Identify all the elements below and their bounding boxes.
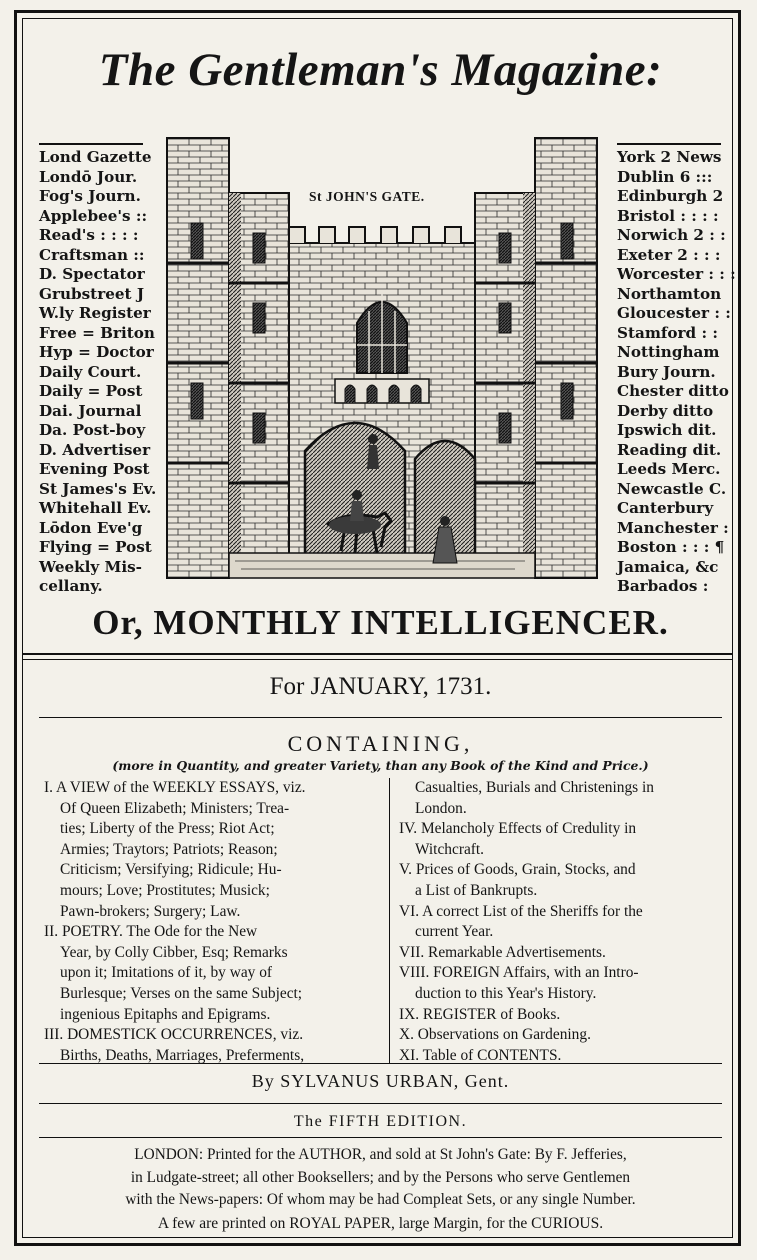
magazine-title: The Gentleman's Magazine:: [98, 44, 663, 96]
newspaper-item: Flying = Post: [39, 538, 152, 556]
newspaper-item: Dublin 6 :::: [617, 167, 713, 186]
contents-heading: CONTAINING,: [287, 731, 474, 756]
newspaper-item: Northamton: [617, 284, 722, 303]
contents-left-column: [44, 778, 384, 1066]
newspaper-item: Hyp = Doctor: [39, 343, 154, 361]
newspaper-item: Worcester : : :: [617, 265, 736, 283]
list-rule-top: [617, 143, 721, 145]
newspaper-item: Evening Post: [39, 460, 150, 478]
contents-line: Casualties, Burials and Christenings in: [415, 779, 654, 796]
newspaper-item: Norwich 2 : :: [617, 226, 726, 244]
contents-line: XI. Table of CONTENTS.: [399, 1046, 562, 1064]
imprint-rule: [39, 1137, 722, 1138]
newspaper-item: Exeter 2 : : :: [617, 245, 721, 264]
contents-line: Witchcraft.: [415, 840, 485, 858]
newspaper-item: Da. Post-boy: [39, 421, 146, 439]
gate-label: St JOHN'S GATE.: [309, 189, 425, 204]
newspaper-item: cellany.: [39, 577, 103, 595]
column-divider: [389, 778, 390, 1064]
issue-rule: [39, 717, 722, 718]
newspaper-item: Bury Journ.: [617, 362, 716, 381]
newspaper-item: Stamford : :: [617, 323, 718, 342]
newspaper-item: Whitehall Ev.: [39, 499, 152, 517]
newspaper-item: Free = Briton: [39, 323, 155, 342]
newspaper-item: Nottingham: [617, 343, 720, 361]
contents-tagline: (more in Quantity, and greater Variety, than any Book of the Kind and Price.): [112, 758, 649, 773]
newspaper-item: Derby ditto: [617, 401, 714, 420]
newspaper-item: Leeds Merc.: [617, 460, 721, 478]
section-divider: [22, 659, 733, 660]
contents-line: Of Queen Elizabeth; Ministers; Trea-: [60, 799, 290, 817]
newspaper-item: York 2 News: [617, 148, 722, 166]
newspaper-item: Edinburgh 2: [617, 187, 724, 205]
contents-line: VII. Remarkable Advertisements.: [399, 943, 606, 961]
newspaper-item: Bristol : : : :: [617, 206, 719, 225]
newspaper-item: Manchester :: [617, 518, 729, 537]
contents-line: ingenious Epitaphs and Epigrams.: [60, 1005, 271, 1023]
newspaper-item: Grubstreet J: [39, 284, 145, 303]
newspaper-item: Jamaica, &c: [617, 557, 719, 576]
contents-line: current Year.: [415, 923, 494, 941]
newspaper-item: Barbados :: [617, 577, 709, 595]
issue-date: For JANUARY, 1731.: [269, 673, 492, 700]
contents-line: mours; Love; Prostitutes; Musick;: [60, 881, 270, 899]
newspaper-item: Boston : : : ¶: [617, 538, 725, 556]
newspaper-item: D. Advertiser: [39, 440, 151, 459]
author-line: By SYLVANUS URBAN, Gent.: [251, 1071, 510, 1091]
contents-line: Pawn-brokers; Surgery; Law.: [60, 902, 241, 920]
newspaper-item: W.ly Register: [39, 304, 151, 322]
newspaper-item: Lond Gazette: [39, 148, 152, 166]
contents-line: VI. A correct List of the Sheriffs for the: [399, 902, 643, 920]
contents-line: Year, by Colly Cibber, Esq; Remarks: [60, 943, 288, 961]
contents-line: Armies; Traytors; Patriots; Reason;: [60, 840, 278, 858]
royal-paper-note: A few are printed on ROYAL PAPER, large Margin, for the CURIOUS.: [157, 1215, 604, 1232]
contents-line: V. Prices of Goods, Grain, Stocks, and: [399, 861, 636, 879]
newspaper-item: Fog's Journ.: [39, 187, 141, 205]
newspaper-item: Craftsman ::: [39, 245, 145, 264]
imprint-line: LONDON: Printed for the AUTHOR, and sold at St John's Gate: By F. Jefferies,: [134, 1146, 627, 1163]
newspaper-item: Newcastle C.: [617, 479, 727, 498]
contents-line: IV. Melancholy Effects of Credulity in: [399, 820, 637, 838]
contents-line: ties; Liberty of the Press; Riot Act;: [60, 820, 275, 838]
edition-line: The FIFTH EDITION.: [293, 1113, 468, 1130]
title-page: [14, 10, 741, 1246]
contents-line: I. A VIEW of the WEEKLY ESSAYS, viz.: [44, 779, 306, 796]
contents-line: X. Observations on Gardening.: [399, 1026, 591, 1044]
contents-line: III. DOMESTICK OCCURRENCES, viz.: [44, 1026, 304, 1044]
section-divider: [22, 653, 733, 655]
newspaper-item: Weekly Mis-: [39, 557, 142, 576]
newspaper-item: Chester ditto: [617, 382, 729, 400]
newspaper-item: Lōdon Eve'g: [39, 518, 143, 537]
contents-line: London.: [415, 799, 467, 817]
contents-line: duction to this Year's History.: [415, 984, 597, 1002]
newspaper-item: Applebee's ::: [39, 206, 148, 225]
contents-line: Burlesque; Verses on the same Subject;: [60, 984, 303, 1002]
newspaper-item: Londō Jour.: [39, 167, 138, 186]
newspaper-list-right: [617, 143, 735, 597]
contents-line: VIII. FOREIGN Affairs, with an Intro-: [399, 964, 639, 982]
magazine-subtitle: Or, MONTHLY INTELLIGENCER.: [92, 603, 669, 642]
contents-line: Criticism; Versifying; Ridicule; Hu-: [60, 861, 282, 879]
contents-line: IX. REGISTER of Books.: [399, 1005, 561, 1023]
imprint-line: in Ludgate-street; all other Booksellers; and by the Persons who serve Gentlemen: [130, 1168, 631, 1186]
newspaper-item: Gloucester : :: [617, 304, 731, 322]
imprint-line: with the News-papers: Of whom may be had Compleat Sets, or any single Number.: [125, 1191, 636, 1208]
newspaper-item: Ipswich dit.: [617, 421, 717, 439]
newspaper-item: Dai. Journal: [39, 401, 142, 420]
contents-line: a List of Bankrupts.: [415, 881, 538, 899]
newspaper-item: Daily Court.: [39, 362, 142, 381]
edition-rule: [39, 1103, 722, 1104]
imprint: [27, 1144, 734, 1212]
contents-line: II. POETRY. The Ode for the New: [44, 923, 258, 941]
newspaper-item: Canterbury: [617, 499, 714, 517]
newspaper-list-left: [39, 143, 157, 597]
author-rule: [39, 1063, 722, 1064]
contents-line: Births, Deaths, Marriages, Preferments,: [60, 1046, 305, 1064]
newspaper-item: Read's : : : :: [39, 226, 139, 244]
contents-right-column: [399, 778, 749, 1066]
list-rule-top: [39, 143, 143, 145]
newspaper-item: Reading dit.: [617, 440, 722, 459]
contents-line: upon it; Imitations of it, by way of: [60, 964, 273, 982]
newspaper-item: D. Spectator: [39, 265, 145, 283]
newspaper-item: St James's Ev.: [39, 479, 157, 498]
newspaper-item: Daily = Post: [39, 382, 143, 400]
